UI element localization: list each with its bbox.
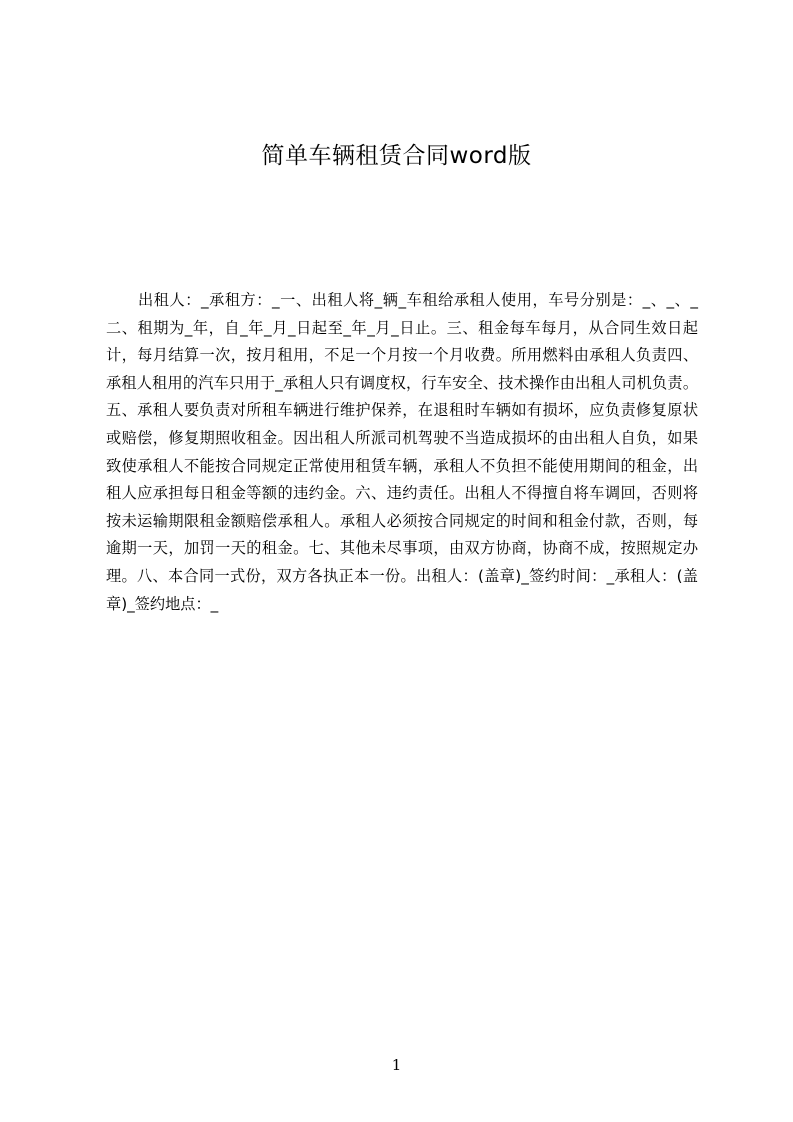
document-title: 简单车辆租赁合同word版 [261, 143, 532, 169]
contract-body-paragraph: 出租人：_承租方：_一、出租人将_辆_车租给承租人使用，车号分别是：_、_、_二、租期为_年，自_年_月_日起至_年_月_日止。三、租金每车每月，从合同生效日起计，每月结算一次，按月租用，不足一个月按一个月收费。所用燃料由承租人负责四、承租人租用的汽车只用于_承租人只有调度权，行车安全、技术操作由出租人司机负责。五、承租人要负责对所租车辆进行维护保养，在退租时车辆如有损坏，应负责修复原状或赔偿，修复期照收租金。因出租人所派司机驾驶不当造成损坏的由出租人自负，如果致使承租人不能按合同规定正常使用租赁车辆，承租人不负担不能使用期间的租金，出租人应承担每日租金等额的违约金。六、违约责任。出租人不得擅自将车调回，否则将按未运输期限租金额赔偿承租人。承租人必须按合同规定的时间和租金付款，否则，每逾期一天，加罚一天的租金。七、其他未尽事项，由双方协商，协商不成，按照规定办理。八、本合同一式份，双方各执正本一份。出租人：(盖章)_签约时间：_承租人：(盖章)_签约地点：_ [106, 291, 699, 613]
page-number: 1 [391, 1056, 402, 1074]
